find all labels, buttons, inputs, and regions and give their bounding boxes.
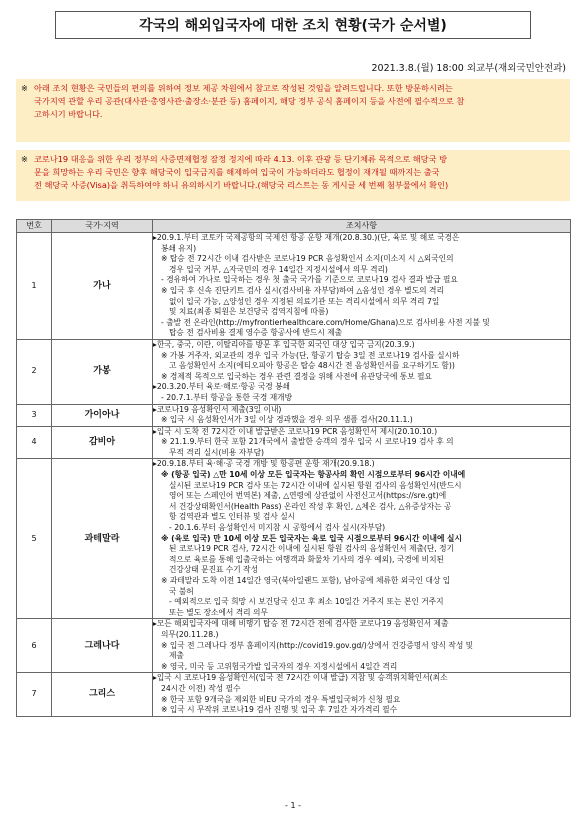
measure-line: ※ (육로 입국) 만 10세 이상 모든 입국자는 육로 입국 시점으로부터 96시간 이내에 실시 xyxy=(161,533,462,543)
row-measures xyxy=(153,339,571,404)
measure-line: 제출 xyxy=(169,651,184,661)
measure-line: ※ 한국 포함 9개국을 제외한 비EU 국가의 경우 특별입국허가 신청 필요 xyxy=(161,694,401,704)
row-country: 가이아나 xyxy=(52,404,153,426)
table-row xyxy=(17,233,571,340)
notice-line: 아래 조치 현황은 국민들의 편의를 위하여 정보 제공 차원에서 참고로 작성된 것임을 알려드립니다. 또한 방문하시려는 xyxy=(34,83,453,93)
notice-line: 국가지역 관할 우리 공관(대사관·총영사관·출장소·분관 등) 홈페이지, 해당 정부 공식 홈페이지 등을 사전에 필수적으로 참 xyxy=(34,96,465,106)
measure-line: ▸입국 시 도착 전 72시간 이내 발급받은 코로나19 PCR 음성확인서 제시(20.10.10.) xyxy=(153,426,438,436)
table-row xyxy=(17,426,571,459)
measure-line: 국 불허 xyxy=(169,586,194,596)
table-row xyxy=(17,459,571,619)
row-number: 4 xyxy=(17,426,52,459)
row-country: 과테말라 xyxy=(52,459,153,619)
measure-line: ※ 영국, 미국 등 고위험국가발 입국자의 경우 지정시설에서 4일간 격리 xyxy=(161,661,398,671)
measure-line: ※ 입국 시 음성확인서가 3일 이상 경과했을 경우 의무 샘플 검사(20.11.1.) xyxy=(161,415,413,425)
measure-line: 24시간 이전) 작성 필수 xyxy=(161,683,241,693)
row-number: 7 xyxy=(17,673,52,716)
measure-line: ▸20.9.18.부터 육·해·공 국경 개방 및 항공편 운항 재개(20.9.18.) xyxy=(153,459,375,469)
header-number: 번호 xyxy=(17,220,52,233)
page-number: - 1 - xyxy=(285,801,301,810)
row-measures xyxy=(153,404,571,426)
table-row xyxy=(17,404,571,426)
notice-mark: ※ xyxy=(21,154,28,164)
measure-line: 경우 입국 거부, △자국민의 경우 14일간 지정시설에서 의무 격리) xyxy=(169,264,388,274)
measure-line: ※ 가봉 거주자, 외교관의 경우 입국 가능(단, 항공기 탑승 3일 전 코로나19 검사를 실시하 xyxy=(161,350,460,360)
measure-line: 된 코로나19 PCR 검사, 72시간 이내에 실시된 항원 검사의 음성확인서 제출(단, 정기 xyxy=(169,544,455,554)
measure-line: ▸한국, 중국, 이란, 이탈리아를 방문 후 입국한 외국인 대상 입국 금지(20.3.9.) xyxy=(153,339,415,349)
measure-line: 및 치료(최종 퇴원은 보건당국 검역지침에 따름) xyxy=(169,307,329,317)
measure-line: ※ (항공 입국) △만 10세 이상 모든 입국자는 항공사의 확인 시점으로부터 96시간 이내에 xyxy=(161,470,466,480)
measure-line: ※ 경제적 목적으로 입국하는 경우 관련 결정을 위해 사전에 유관당국에 통보 필요 xyxy=(161,371,432,381)
row-measures xyxy=(153,619,571,673)
measure-line: ※ 입국 후 신속 진단키트 검사 실시(검사비용 자부담)하여 △음성인 경우 별도의 격리 xyxy=(161,285,444,295)
measure-line: 없이 입국 가능, △양성인 경우 지정된 의료기관 또는 격리시설에서 의무 격리 7일 xyxy=(169,296,440,306)
row-country: 가봉 xyxy=(52,339,153,404)
notice-line: 문을 희망하는 우리 국민은 향후 해당국이 입국금지를 해제하여 입국이 가능하더라도 협정이 재개될 때까지는 출국 xyxy=(34,167,440,177)
measure-line: - 출발 전 온라인(http://myfrontierhealthcare.com/Home/Ghana)으로 검사비용 사전 지불 및 xyxy=(161,317,490,327)
measure-line: ▸20.3.20.부터 육로·해로·항공 국경 봉쇄 xyxy=(153,382,290,392)
table-row xyxy=(17,339,571,404)
measure-line: ※ 탑승 전 72시간 이내 검사받은 코로나19 PCR 음성확인서 소지(미소지 시 △외국인의 xyxy=(161,254,454,264)
notice-line: 코로나19 대응을 위한 우리 정부의 사증면제협정 잠정 정지에 따라 4.13. 이후 관광 등 단기체류 목적으로 해당국 방 xyxy=(34,154,447,164)
header-measures: 조치사항 xyxy=(153,220,571,233)
measure-line: 실시된 코로나19 PCR 검사 또는 72시간 이내에 실시된 항원 검사의 음성확인서(반드시 xyxy=(169,480,462,490)
measure-line: 무적 격리 실시(비용 자부담) xyxy=(169,447,265,457)
dateline: 2021.3.8.(월) 18:00 외교부(재외국민안전과) xyxy=(371,63,566,74)
table-row xyxy=(17,619,571,673)
measure-line: - 20.7.1.부터 항공을 통한 국경 재개방 xyxy=(161,392,293,402)
measure-line: ▸모든 해외입국자에 대해 비행기 탑승 전 72시간 전에 검사한 코로나19 음성확인서 제출 xyxy=(153,619,449,629)
header-country: 국가·지역 xyxy=(52,220,153,233)
row-number: 3 xyxy=(17,404,52,426)
measure-line: 영어 또는 스페인어 번역본) 제출, △연령에 상관없이 사전신고서(https://sre.gt)에 xyxy=(169,491,447,501)
measure-line: 서 건강상태확인서(Health Pass) 온라인 작성 후 확인, △체온 검사, △유증상자는 공 xyxy=(169,501,452,511)
measure-line: ▸코로나19 음성확인서 제출(3일 이내) xyxy=(153,404,282,414)
measure-line: 항 검역관과 별도 인터뷰 및 검사 실시 xyxy=(169,512,296,522)
notice-line: 전 해당국 사증(Visa)을 취득하여야 하니 유의하시기 바랍니다.(해당국 리스트는 동 게시글 세 번째 첨부물에서 확인) xyxy=(34,180,449,190)
measure-line: ※ 과테말라 도착 이전 14일간 영국(북아일랜드 포함), 남아공에 체류한 외국인 대상 입 xyxy=(161,576,451,585)
measures-table xyxy=(16,219,571,717)
measure-line: ▸20.9.1.부터 코토카 국제공항의 국제선 항공 운항 재개(20.8.30.)(단, 육로 및 해로 국경은 xyxy=(153,233,460,242)
measure-line: 적으로 육로를 통해 입출국하는 여행객과 화물차 기사의 경우 예외), 국경에 비치된 xyxy=(169,554,444,564)
row-country: 감비아 xyxy=(52,426,153,459)
measure-line: ※ 입국 전 그레나다 정부 홈페이지(http://covid19.gov.gd/)상에서 건강증명서 양식 작성 및 xyxy=(161,640,474,650)
notice-box-1 xyxy=(16,79,570,142)
measure-line: ※ 21.1.9.부터 한국 포함 21개국에서 출발한 승객의 경우 입국 시 코로나19 검사 후 의 xyxy=(161,437,454,447)
row-country: 그리스 xyxy=(52,673,153,716)
measure-line: 봉쇄 유지) xyxy=(161,243,197,253)
measure-line: 건강상태 문진표 수기 작성 xyxy=(169,565,259,575)
row-number: 1 xyxy=(17,233,52,340)
page-title: 각국의 해외입국자에 대한 조치 현황(국가 순서별) xyxy=(55,11,531,39)
measure-line: 탑승 전 검사비용 결제 영수증 항공사에 반드시 제출 xyxy=(169,328,343,338)
row-measures xyxy=(153,426,571,459)
notice-mark: ※ xyxy=(21,83,28,93)
row-number: 5 xyxy=(17,459,52,619)
measure-line: ▸입국 시 코로나19 음성확인서(입국 전 72시간 이내 발급) 지참 및 승객위치확인서(최소 xyxy=(153,673,448,683)
measure-line: ※ 입국 시 무작위 코로나19 검사 진행 및 입국 후 7일간 자가격리 필수 xyxy=(161,705,398,715)
row-number: 2 xyxy=(17,339,52,404)
row-number: 6 xyxy=(17,619,52,673)
row-measures xyxy=(153,459,571,619)
measure-line: 고 음성확인서 소지(에티오피아 항공은 탑승 48시간 전 음성확인서를 요구하기도 함)) xyxy=(169,361,455,371)
row-country: 가나 xyxy=(52,233,153,340)
notice-box-2 xyxy=(16,150,570,201)
measure-line: - 경유하여 가나로 입국하는 경우 첫 출국 국가를 기준으로 코로나19 검사 결과 발급 필요 xyxy=(161,275,458,285)
row-country: 그레나다 xyxy=(52,619,153,673)
measure-line: - 예외적으로 입국 희망 시 보건당국 신고 후 최소 10일간 거주지 또는 본인 거주지 xyxy=(169,597,444,607)
measure-line: - 20.1.6.부터 음성확인서 미지참 시 공항에서 검사 실시(자부담) xyxy=(169,523,386,533)
table-row xyxy=(17,673,571,716)
row-measures xyxy=(153,233,571,340)
notice-line: 고하시기 바랍니다. xyxy=(34,109,103,119)
measure-line: 의무(20.11.28.) xyxy=(161,629,219,639)
table-header-row xyxy=(17,220,571,233)
row-measures xyxy=(153,673,571,716)
measure-line: 또는 별도 장소에서 격리 의무 xyxy=(169,607,268,617)
